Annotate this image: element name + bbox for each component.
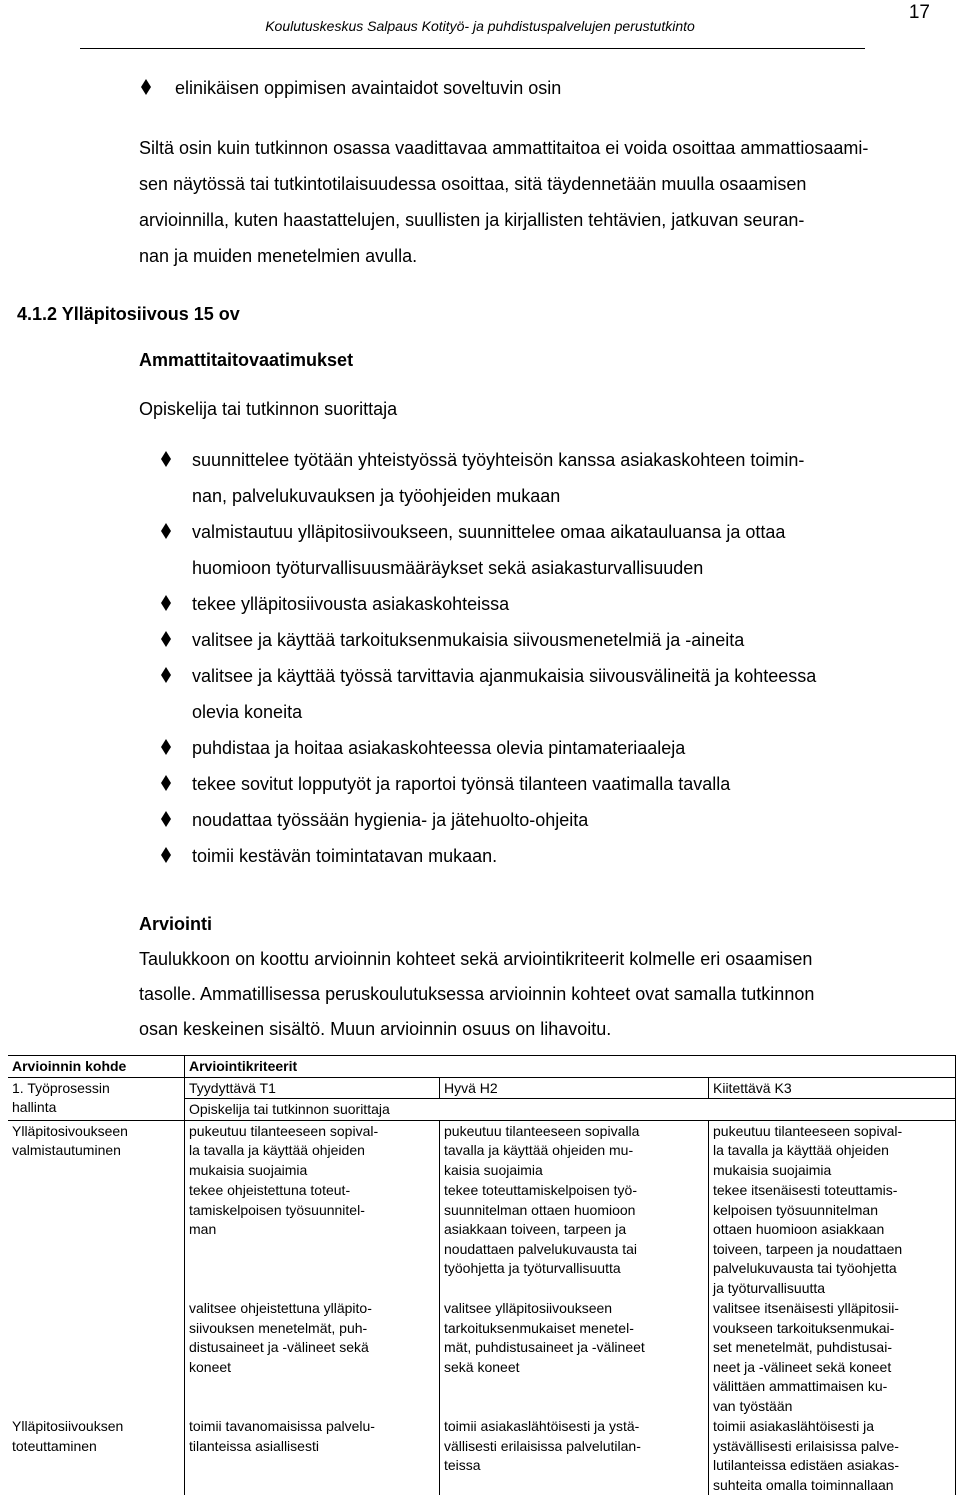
cell-line: ystävällisesti erilaisissa palve- (713, 1437, 899, 1454)
cell-line: suhteita omalla toiminnallaan (713, 1476, 894, 1493)
target-line: Ylläpitosiivouksen (12, 1418, 124, 1434)
target-cell (8, 1298, 185, 1416)
criteria-h2-cell (440, 1416, 709, 1495)
criteria-k3-cell (709, 1416, 956, 1495)
cell-line: vällisesti erilaisissa palvelutilan- (444, 1437, 641, 1454)
criteria-h2-cell (440, 1180, 709, 1298)
requirements-lead: Opiskelija tai tutkinnon suorittaja (139, 399, 398, 419)
list-item-line: suunnittelee työtään yhteistyössä työyhteisön kanssa asiakaskohteen toimin- (192, 450, 805, 470)
process-line: 1. Työprosessin (12, 1079, 110, 1096)
table-row (8, 1298, 956, 1416)
level-k3-cell: Kiitettävä K3 (709, 1077, 956, 1099)
criteria-t1-cell (185, 1120, 440, 1180)
cell-line: mukaisia suojaimia (189, 1161, 308, 1178)
target-line: valmistautuminen (12, 1142, 121, 1158)
bullet-diamond-icon (140, 78, 154, 98)
cell-line: valitsee ohjeistettuna ylläpito- (189, 1300, 372, 1316)
cell-line: pukeutuu tilanteeseen sopivalla (444, 1122, 640, 1139)
arviointi-line: tasolle. Ammatillisessa peruskoulutuksessa arvioinnin kohteet ovat samalla tutkinnon (139, 984, 815, 1004)
cell-line: palvelukuvausta tai työohjetta (713, 1260, 897, 1276)
table-level-row (8, 1077, 956, 1099)
criteria-t1-cell (185, 1298, 440, 1416)
intro-line: nan ja muiden menetelmien avulla. (139, 246, 418, 266)
cell-line: toiveen, tarpeen ja noudattaen (713, 1240, 903, 1257)
criteria-t1-cell (185, 1416, 440, 1495)
bullet-diamond-icon (160, 522, 174, 542)
cell-line: kaisia suojaimia (444, 1161, 543, 1178)
header-target-cell: Arvioinnin kohde (8, 1056, 185, 1078)
cell-line: tamiskelpoisen työsuunnitel- (189, 1201, 365, 1218)
cell-line: noudattaen palvelukuvausta tai (444, 1240, 638, 1257)
list-item-line: tekee sovitut lopputyöt ja raportoi työnsä tilanteen vaatimalla tavalla (192, 774, 731, 794)
cell-line: tilanteissa asiallisesti (189, 1437, 319, 1454)
cell-line: koneet (189, 1358, 232, 1375)
list-item-line: valitsee ja käyttää työssä tarvittavia ajanmukaisia siivousvälineitä ja kohteessa (192, 666, 817, 686)
bullet-diamond-icon (160, 774, 174, 794)
cell-line: tavalla ja käyttää ohjeiden mu- (444, 1142, 634, 1158)
process-line: hallinta (12, 1099, 57, 1115)
criteria-k3-cell (709, 1180, 956, 1298)
cell-line: toimii asiakaslähtöisesti ja (713, 1418, 875, 1434)
page-number: 17 (908, 2, 930, 23)
cell-line: van työstään (713, 1397, 793, 1414)
cell-line: neet ja -välineet sekä koneet (713, 1358, 892, 1375)
cell-line: mät, puhdistusaineet ja -välineet (444, 1339, 645, 1355)
cell-line: pukeutuu tilanteeseen sopival- (189, 1122, 379, 1139)
requirements-list (160, 442, 940, 874)
list-item-line: nan, palvelukuvauksen ja työohjeiden mukaan (192, 486, 561, 506)
level-t1-cell: Tyydyttävä T1 (185, 1077, 440, 1099)
cell-line: välittäen ammattimaisen ku- (713, 1378, 888, 1394)
cell-line: sekä koneet (444, 1358, 520, 1375)
intro-paragraph (139, 130, 939, 274)
bullet-diamond-icon (160, 666, 174, 686)
list-item (160, 802, 940, 838)
cell-line: toimii asiakaslähtöisesti ja ystä- (444, 1418, 640, 1434)
intro-line: sen näytössä tai tutkintotilaisuudessa osoittaa, sitä täydennetään muulla osaamisen (139, 174, 807, 194)
cell-line: tekee itsenäisesti toteuttamis- (713, 1182, 898, 1198)
arviointi-line: Taulukkoon on koottu arvioinnin kohteet sekä arviointikriteerit kolmelle eri osaamisen (139, 949, 813, 969)
list-item-line: tekee ylläpitosiivousta asiakaskohteissa (192, 594, 510, 614)
cell-line: työohjetta ja työturvallisuutta (444, 1260, 621, 1276)
header-criteria-cell: Arviointikriteerit (185, 1056, 956, 1078)
list-item-line: noudattaa työssään hygienia- ja jätehuolto-ohjeita (192, 810, 589, 830)
list-item-line: valitsee ja käyttää tarkoituksenmukaisia siivousmenetelmiä ja -aineita (192, 630, 745, 650)
criteria-k3-cell (709, 1120, 956, 1180)
cell-line: teissa (444, 1457, 481, 1473)
cell-line: voukseen tarkoituksenmukai- (713, 1319, 895, 1336)
list-item-line: olevia koneita (192, 702, 303, 722)
list-item (160, 658, 940, 730)
avaintaidot-bullet-text: elinikäisen oppimisen avaintaidot soveltuvin osin (175, 78, 562, 98)
list-item (160, 622, 940, 658)
arviointi-line: osan keskeinen sisältö. Muun arvioinnin osuus on lihavoitu. (139, 1019, 612, 1039)
cell-line: la tavalla ja käyttää ohjeiden (713, 1142, 889, 1158)
cell-line: tekee ohjeistettuna toteut- (189, 1182, 351, 1198)
target-cell (8, 1416, 185, 1495)
bullet-diamond-icon (160, 630, 174, 650)
requirements-subheading: Ammattitaitovaatimukset (139, 350, 354, 370)
table-row (8, 1416, 956, 1495)
intro-line: arvioinnilla, kuten haastattelujen, suullisten ja kirjallisten tehtävien, jatkuvan seuran- (139, 210, 805, 230)
cell-line: kelpoisen työsuunnitelman (713, 1201, 878, 1218)
cell-line: tarkoituksenmukaiset menetel- (444, 1319, 634, 1336)
list-item (160, 838, 940, 874)
list-item-line: puhdistaa ja hoitaa asiakaskohteessa olevia pintamateriaaleja (192, 738, 686, 758)
cell-line: lutilanteissa edistäen asiakas- (713, 1457, 899, 1473)
intro-line: Siltä osin kuin tutkinnon osassa vaadittavaa ammattitaitoa ei voida osoittaa ammattiosaami- (139, 138, 869, 158)
level-h2-cell: Hyvä H2 (440, 1077, 709, 1099)
cell-line: ja työturvallisuutta (713, 1279, 826, 1296)
header-divider (80, 48, 865, 49)
cell-line: set menetelmät, puhdistusai- (713, 1339, 892, 1355)
bullet-diamond-icon (160, 738, 174, 758)
cell-line: la tavalla ja käyttää ohjeiden (189, 1142, 365, 1158)
cell-line: distusaineet ja -välineet sekä (189, 1339, 369, 1355)
target-line: toteuttaminen (12, 1437, 97, 1454)
cell-line: valitsee ylläpitosiivoukseen (444, 1300, 613, 1316)
arviointi-heading: Arviointi (139, 914, 213, 934)
table-row (8, 1120, 956, 1180)
criteria-h2-cell (440, 1120, 709, 1180)
section-heading: 4.1.2 Ylläpitosiivous 15 ov (17, 304, 240, 324)
table-row (8, 1180, 956, 1298)
cell-line: man (189, 1221, 217, 1237)
bullet-diamond-icon (160, 846, 174, 866)
list-item (160, 766, 940, 802)
document-header-title: Koulutuskeskus Salpaus Kotityö- ja puhdistuspalvelujen perustutkinto (265, 18, 695, 34)
cell-line: suunnitelman ottaen huomioon (444, 1201, 636, 1218)
list-item (160, 730, 940, 766)
subject-cell: Opiskelija tai tutkinnon suorittaja (185, 1099, 956, 1121)
list-item (160, 514, 940, 586)
criteria-t1-cell (185, 1180, 440, 1298)
list-item-line: valmistautuu ylläpitosiivoukseen, suunnittelee omaa aikatauluansa ja ottaa (192, 522, 786, 542)
target-cell (8, 1180, 185, 1298)
bullet-diamond-icon (160, 594, 174, 614)
cell-line: asiakkaan toiveen, tarpeen ja (444, 1221, 627, 1237)
list-item-line: toimii kestävän toimintatavan mukaan. (192, 846, 498, 866)
cell-line: tekee toteuttamiskelpoisen työ- (444, 1182, 637, 1198)
cell-line: pukeutuu tilanteeseen sopival- (713, 1122, 903, 1139)
list-item (160, 442, 940, 514)
target-line: Ylläpitosivoukseen (12, 1122, 128, 1139)
target-cell (8, 1120, 185, 1180)
list-item-line: huomioon työturvallisuusmääräykset sekä asiakasturvallisuuden (192, 558, 704, 578)
cell-line: toimii tavanomaisissa palvelu- (189, 1418, 375, 1434)
criteria-k3-cell (709, 1298, 956, 1416)
cell-line: ottaen huomioon asiakkaan (713, 1221, 885, 1237)
cell-line: valitsee itsenäisesti ylläpitosii- (713, 1300, 899, 1316)
arviointi-paragraph (139, 942, 939, 1047)
criteria-h2-cell (440, 1298, 709, 1416)
cell-line: siivouksen menetelmät, puh- (189, 1319, 368, 1336)
cell-line: mukaisia suojaimia (713, 1161, 832, 1178)
list-item (160, 586, 940, 622)
bullet-diamond-icon (160, 810, 174, 830)
process-cell (8, 1077, 185, 1120)
table-header-row (8, 1056, 956, 1078)
criteria-table (8, 1055, 956, 1495)
bullet-diamond-icon (160, 450, 174, 470)
